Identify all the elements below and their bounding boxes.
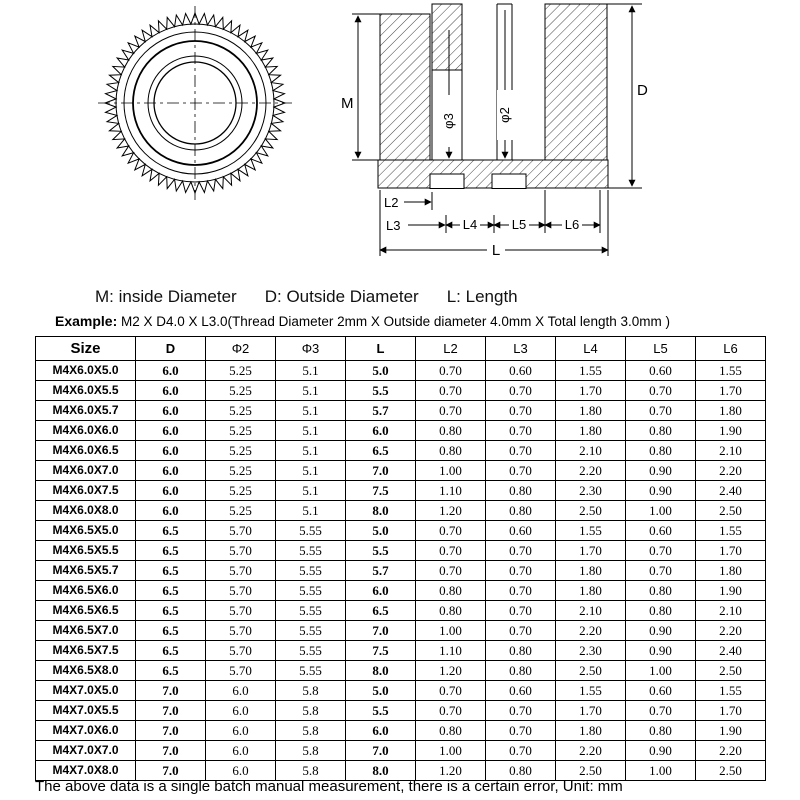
value-cell: 0.70 <box>416 681 486 701</box>
table-row <box>36 361 766 381</box>
table-row <box>36 681 766 701</box>
value-cell: 1.00 <box>416 461 486 481</box>
value-cell: 5.70 <box>206 621 276 641</box>
value-cell: 6.5 <box>136 581 206 601</box>
value-cell: 5.7 <box>346 401 416 421</box>
value-cell: 2.40 <box>696 641 766 661</box>
dim-label-d: D <box>637 82 648 99</box>
value-cell: 2.20 <box>696 621 766 641</box>
value-cell: 1.00 <box>626 661 696 681</box>
legend-d: D: Outside Diameter <box>264 287 419 306</box>
value-cell: 6.0 <box>206 681 276 701</box>
value-cell: 5.7 <box>346 561 416 581</box>
value-cell: 2.30 <box>556 481 626 501</box>
value-cell: 0.80 <box>416 721 486 741</box>
value-cell: 1.70 <box>556 381 626 401</box>
flange-notch-right <box>492 174 526 189</box>
value-cell: 1.70 <box>696 541 766 561</box>
value-cell: 0.70 <box>416 701 486 721</box>
value-cell: 0.80 <box>626 581 696 601</box>
value-cell: 6.5 <box>346 441 416 461</box>
value-cell: 2.20 <box>556 621 626 641</box>
value-cell: 5.0 <box>346 681 416 701</box>
value-cell: 8.0 <box>346 501 416 521</box>
value-cell: 6.5 <box>136 661 206 681</box>
value-cell: 0.80 <box>626 601 696 621</box>
legend-l: L: Length <box>446 287 518 306</box>
table-row <box>36 741 766 761</box>
value-cell: 7.0 <box>136 761 206 781</box>
value-cell: 1.80 <box>556 421 626 441</box>
size-cell: M4X6.5X7.5 <box>36 641 136 661</box>
value-cell: 0.70 <box>626 701 696 721</box>
value-cell: 2.10 <box>696 601 766 621</box>
value-cell: 5.0 <box>346 361 416 381</box>
dim-label-l6: L6 <box>564 217 580 232</box>
value-cell: 0.70 <box>486 701 556 721</box>
value-cell: 5.70 <box>206 521 276 541</box>
value-cell: 0.80 <box>486 661 556 681</box>
value-cell: 1.80 <box>556 561 626 581</box>
value-cell: 5.8 <box>276 721 346 741</box>
size-cell: M4X6.0X6.5 <box>36 441 136 461</box>
dim-label-phi3: φ3 <box>441 113 456 129</box>
size-cell: M4X6.0X8.0 <box>36 501 136 521</box>
table-row <box>36 621 766 641</box>
value-cell: 5.70 <box>206 541 276 561</box>
front-view <box>98 6 292 200</box>
table-row <box>36 661 766 681</box>
value-cell: 1.55 <box>556 361 626 381</box>
flange-notch-left <box>430 174 464 189</box>
value-cell: 1.90 <box>696 581 766 601</box>
value-cell: 0.70 <box>486 601 556 621</box>
value-cell: 7.0 <box>136 741 206 761</box>
value-cell: 0.70 <box>416 561 486 581</box>
size-cell: M4X7.0X8.0 <box>36 761 136 781</box>
value-cell: 5.25 <box>206 481 276 501</box>
value-cell: 6.0 <box>206 761 276 781</box>
value-cell: 7.0 <box>136 721 206 741</box>
value-cell: 5.8 <box>276 761 346 781</box>
dim-label-l2: L2 <box>384 195 399 210</box>
value-cell: 5.1 <box>276 361 346 381</box>
value-cell: 2.50 <box>696 661 766 681</box>
value-cell: 6.0 <box>206 721 276 741</box>
value-cell: 2.30 <box>556 641 626 661</box>
value-cell: 5.55 <box>276 621 346 641</box>
value-cell: 1.20 <box>416 661 486 681</box>
value-cell: 0.70 <box>416 361 486 381</box>
size-cell: M4X6.5X5.0 <box>36 521 136 541</box>
value-cell: 0.70 <box>486 381 556 401</box>
value-cell: 0.90 <box>626 481 696 501</box>
table-row <box>36 441 766 461</box>
value-cell: 5.8 <box>276 681 346 701</box>
value-cell: 0.70 <box>626 561 696 581</box>
value-cell: 0.80 <box>486 641 556 661</box>
value-cell: 0.80 <box>486 501 556 521</box>
value-cell: 0.60 <box>486 681 556 701</box>
size-cell: M4X6.0X7.5 <box>36 481 136 501</box>
table-row <box>36 641 766 661</box>
value-cell: 6.0 <box>346 581 416 601</box>
value-cell: 6.0 <box>136 481 206 501</box>
value-cell: 1.55 <box>696 361 766 381</box>
value-cell: 8.0 <box>346 761 416 781</box>
value-cell: 1.20 <box>416 761 486 781</box>
size-cell: M4X6.5X8.0 <box>36 661 136 681</box>
value-cell: 0.70 <box>626 401 696 421</box>
value-cell: 0.70 <box>486 621 556 641</box>
value-cell: 0.70 <box>416 401 486 421</box>
value-cell: 0.80 <box>626 721 696 741</box>
value-cell: 5.55 <box>276 561 346 581</box>
value-cell: 2.50 <box>556 761 626 781</box>
value-cell: 5.25 <box>206 501 276 521</box>
table-row <box>36 481 766 501</box>
value-cell: 5.55 <box>276 521 346 541</box>
value-cell: 1.80 <box>556 581 626 601</box>
table-row <box>36 401 766 421</box>
example-text: M2 X D4.0 X L3.0(Thread Diameter 2mm X Outside diameter 4.0mm X Total length 3.0mm ) <box>117 314 670 329</box>
value-cell: 0.80 <box>416 601 486 621</box>
value-cell: 1.00 <box>626 501 696 521</box>
value-cell: 5.8 <box>276 741 346 761</box>
header-l5: L5 <box>626 337 696 361</box>
value-cell: 6.5 <box>136 601 206 621</box>
value-cell: 1.80 <box>556 721 626 741</box>
value-cell: 2.20 <box>556 461 626 481</box>
value-cell: 0.60 <box>626 361 696 381</box>
table-row <box>36 541 766 561</box>
value-cell: 0.70 <box>626 541 696 561</box>
header-d: D <box>136 337 206 361</box>
value-cell: 7.0 <box>346 741 416 761</box>
value-cell: 6.5 <box>136 561 206 581</box>
spec-table-body <box>36 361 766 781</box>
size-cell: M4X6.5X6.5 <box>36 601 136 621</box>
value-cell: 1.10 <box>416 641 486 661</box>
value-cell: 7.0 <box>346 461 416 481</box>
value-cell: 5.1 <box>276 481 346 501</box>
value-cell: 0.60 <box>626 521 696 541</box>
left-wall-hatch <box>380 14 430 160</box>
example-label: Example: <box>55 313 118 329</box>
size-cell: M4X6.0X5.0 <box>36 361 136 381</box>
size-cell: M4X7.0X5.5 <box>36 701 136 721</box>
example-line <box>55 313 670 329</box>
value-cell: 5.25 <box>206 381 276 401</box>
value-cell: 7.0 <box>346 621 416 641</box>
value-cell: 1.70 <box>556 701 626 721</box>
value-cell: 0.80 <box>416 581 486 601</box>
value-cell: 5.70 <box>206 581 276 601</box>
header-l6: L6 <box>696 337 766 361</box>
value-cell: 6.0 <box>136 361 206 381</box>
section-view <box>378 4 608 189</box>
value-cell: 2.50 <box>696 761 766 781</box>
header-l2: L2 <box>416 337 486 361</box>
value-cell: 6.0 <box>346 421 416 441</box>
value-cell: 5.5 <box>346 701 416 721</box>
value-cell: 1.55 <box>556 681 626 701</box>
value-cell: 6.0 <box>136 381 206 401</box>
table-row <box>36 501 766 521</box>
spec-table <box>35 336 766 781</box>
value-cell: 0.90 <box>626 621 696 641</box>
value-cell: 0.70 <box>486 721 556 741</box>
value-cell: 6.0 <box>136 421 206 441</box>
value-cell: 1.70 <box>556 541 626 561</box>
value-cell: 0.70 <box>486 561 556 581</box>
size-cell: M4X6.5X5.5 <box>36 541 136 561</box>
value-cell: 5.55 <box>276 581 346 601</box>
value-cell: 2.10 <box>696 441 766 461</box>
header-phi2: Φ2 <box>206 337 276 361</box>
size-cell: M4X6.0X5.5 <box>36 381 136 401</box>
size-cell: M4X7.0X7.0 <box>36 741 136 761</box>
value-cell: 5.1 <box>276 381 346 401</box>
value-cell: 5.25 <box>206 421 276 441</box>
table-row <box>36 421 766 441</box>
value-cell: 5.1 <box>276 461 346 481</box>
header-l: L <box>346 337 416 361</box>
dim-label-phi2: φ2 <box>497 107 512 123</box>
value-cell: 0.70 <box>486 421 556 441</box>
value-cell: 5.0 <box>346 521 416 541</box>
value-cell: 1.00 <box>416 741 486 761</box>
value-cell: 6.5 <box>346 601 416 621</box>
value-cell: 5.25 <box>206 441 276 461</box>
value-cell: 7.0 <box>136 701 206 721</box>
value-cell: 2.20 <box>696 461 766 481</box>
dim-label-l: L <box>491 242 501 259</box>
value-cell: 1.55 <box>556 521 626 541</box>
value-cell: 0.80 <box>626 441 696 461</box>
value-cell: 0.70 <box>416 521 486 541</box>
value-cell: 5.5 <box>346 381 416 401</box>
legend-m: M: inside Diameter <box>95 287 237 306</box>
value-cell: 2.50 <box>696 501 766 521</box>
dim-label-m: M <box>341 95 354 112</box>
value-cell: 1.55 <box>696 521 766 541</box>
value-cell: 5.55 <box>276 601 346 621</box>
value-cell: 0.70 <box>486 401 556 421</box>
table-row <box>36 721 766 741</box>
value-cell: 1.70 <box>696 381 766 401</box>
value-cell: 5.1 <box>276 401 346 421</box>
size-cell: M4X6.5X5.7 <box>36 561 136 581</box>
value-cell: 1.80 <box>556 401 626 421</box>
value-cell: 0.70 <box>416 541 486 561</box>
value-cell: 6.0 <box>136 501 206 521</box>
value-cell: 0.70 <box>486 581 556 601</box>
value-cell: 6.5 <box>136 541 206 561</box>
size-cell: M4X6.5X7.0 <box>36 621 136 641</box>
value-cell: 5.25 <box>206 461 276 481</box>
value-cell: 7.0 <box>136 681 206 701</box>
header-l4: L4 <box>556 337 626 361</box>
value-cell: 0.80 <box>486 761 556 781</box>
value-cell: 1.90 <box>696 421 766 441</box>
value-cell: 2.40 <box>696 481 766 501</box>
value-cell: 5.1 <box>276 441 346 461</box>
header-size: Size <box>36 337 136 361</box>
value-cell: 5.55 <box>276 541 346 561</box>
dim-label-l3: L3 <box>386 218 401 233</box>
value-cell: 0.60 <box>486 361 556 381</box>
dim-label-l4: L4 <box>462 217 478 232</box>
value-cell: 6.0 <box>136 441 206 461</box>
value-cell: 8.0 <box>346 661 416 681</box>
technical-drawing <box>0 0 800 282</box>
value-cell: 5.70 <box>206 561 276 581</box>
value-cell: 0.90 <box>626 641 696 661</box>
value-cell: 0.80 <box>486 481 556 501</box>
value-cell: 5.1 <box>276 421 346 441</box>
size-cell: M4X6.0X5.7 <box>36 401 136 421</box>
value-cell: 0.80 <box>626 421 696 441</box>
value-cell: 0.60 <box>626 681 696 701</box>
value-cell: 5.70 <box>206 601 276 621</box>
spec-table-wrap <box>35 336 765 781</box>
value-cell: 2.10 <box>556 601 626 621</box>
value-cell: 1.00 <box>626 761 696 781</box>
value-cell: 2.20 <box>696 741 766 761</box>
value-cell: 1.20 <box>416 501 486 521</box>
value-cell: 5.55 <box>276 641 346 661</box>
value-cell: 1.80 <box>696 401 766 421</box>
value-cell: 6.5 <box>136 621 206 641</box>
top-center-hatch <box>432 4 462 70</box>
value-cell: 7.5 <box>346 641 416 661</box>
size-cell: M4X7.0X6.0 <box>36 721 136 741</box>
right-wall-hatch <box>545 4 607 160</box>
table-row <box>36 461 766 481</box>
value-cell: 1.70 <box>696 701 766 721</box>
value-cell: 0.70 <box>486 541 556 561</box>
value-cell: 6.5 <box>136 521 206 541</box>
value-cell: 0.80 <box>416 421 486 441</box>
table-row <box>36 601 766 621</box>
value-cell: 2.10 <box>556 441 626 461</box>
size-cell: M4X7.0X5.0 <box>36 681 136 701</box>
value-cell: 6.0 <box>206 741 276 761</box>
header-row <box>36 337 766 361</box>
value-cell: 1.00 <box>416 621 486 641</box>
header-phi3: Φ3 <box>276 337 346 361</box>
value-cell: 1.10 <box>416 481 486 501</box>
dim-label-l5: L5 <box>511 217 527 232</box>
value-cell: 6.5 <box>136 641 206 661</box>
value-cell: 6.0 <box>206 701 276 721</box>
footer-note: The above data is a single batch manual measurement, there is a certain error, Unit: mm <box>35 778 623 795</box>
table-row <box>36 381 766 401</box>
table-row <box>36 561 766 581</box>
value-cell: 0.60 <box>486 521 556 541</box>
value-cell: 5.8 <box>276 701 346 721</box>
value-cell: 6.0 <box>136 461 206 481</box>
value-cell: 2.50 <box>556 661 626 681</box>
value-cell: 0.70 <box>486 741 556 761</box>
value-cell: 5.25 <box>206 401 276 421</box>
value-cell: 5.70 <box>206 661 276 681</box>
value-cell: 5.25 <box>206 361 276 381</box>
value-cell: 5.55 <box>276 661 346 681</box>
legend-line <box>95 287 546 307</box>
value-cell: 0.90 <box>626 741 696 761</box>
value-cell: 0.70 <box>486 461 556 481</box>
table-row <box>36 521 766 541</box>
value-cell: 6.0 <box>346 721 416 741</box>
size-cell: M4X6.0X7.0 <box>36 461 136 481</box>
value-cell: 5.5 <box>346 541 416 561</box>
value-cell: 1.90 <box>696 721 766 741</box>
size-cell: M4X6.0X6.0 <box>36 421 136 441</box>
value-cell: 1.80 <box>696 561 766 581</box>
table-row <box>36 701 766 721</box>
value-cell: 0.70 <box>416 381 486 401</box>
value-cell: 7.5 <box>346 481 416 501</box>
value-cell: 2.20 <box>556 741 626 761</box>
value-cell: 6.0 <box>136 401 206 421</box>
value-cell: 0.90 <box>626 461 696 481</box>
value-cell: 2.50 <box>556 501 626 521</box>
table-row <box>36 581 766 601</box>
value-cell: 0.70 <box>626 381 696 401</box>
value-cell: 0.80 <box>416 441 486 461</box>
size-cell: M4X6.5X6.0 <box>36 581 136 601</box>
header-l3: L3 <box>486 337 556 361</box>
value-cell: 0.70 <box>486 441 556 461</box>
value-cell: 5.70 <box>206 641 276 661</box>
value-cell: 1.55 <box>696 681 766 701</box>
value-cell: 5.1 <box>276 501 346 521</box>
